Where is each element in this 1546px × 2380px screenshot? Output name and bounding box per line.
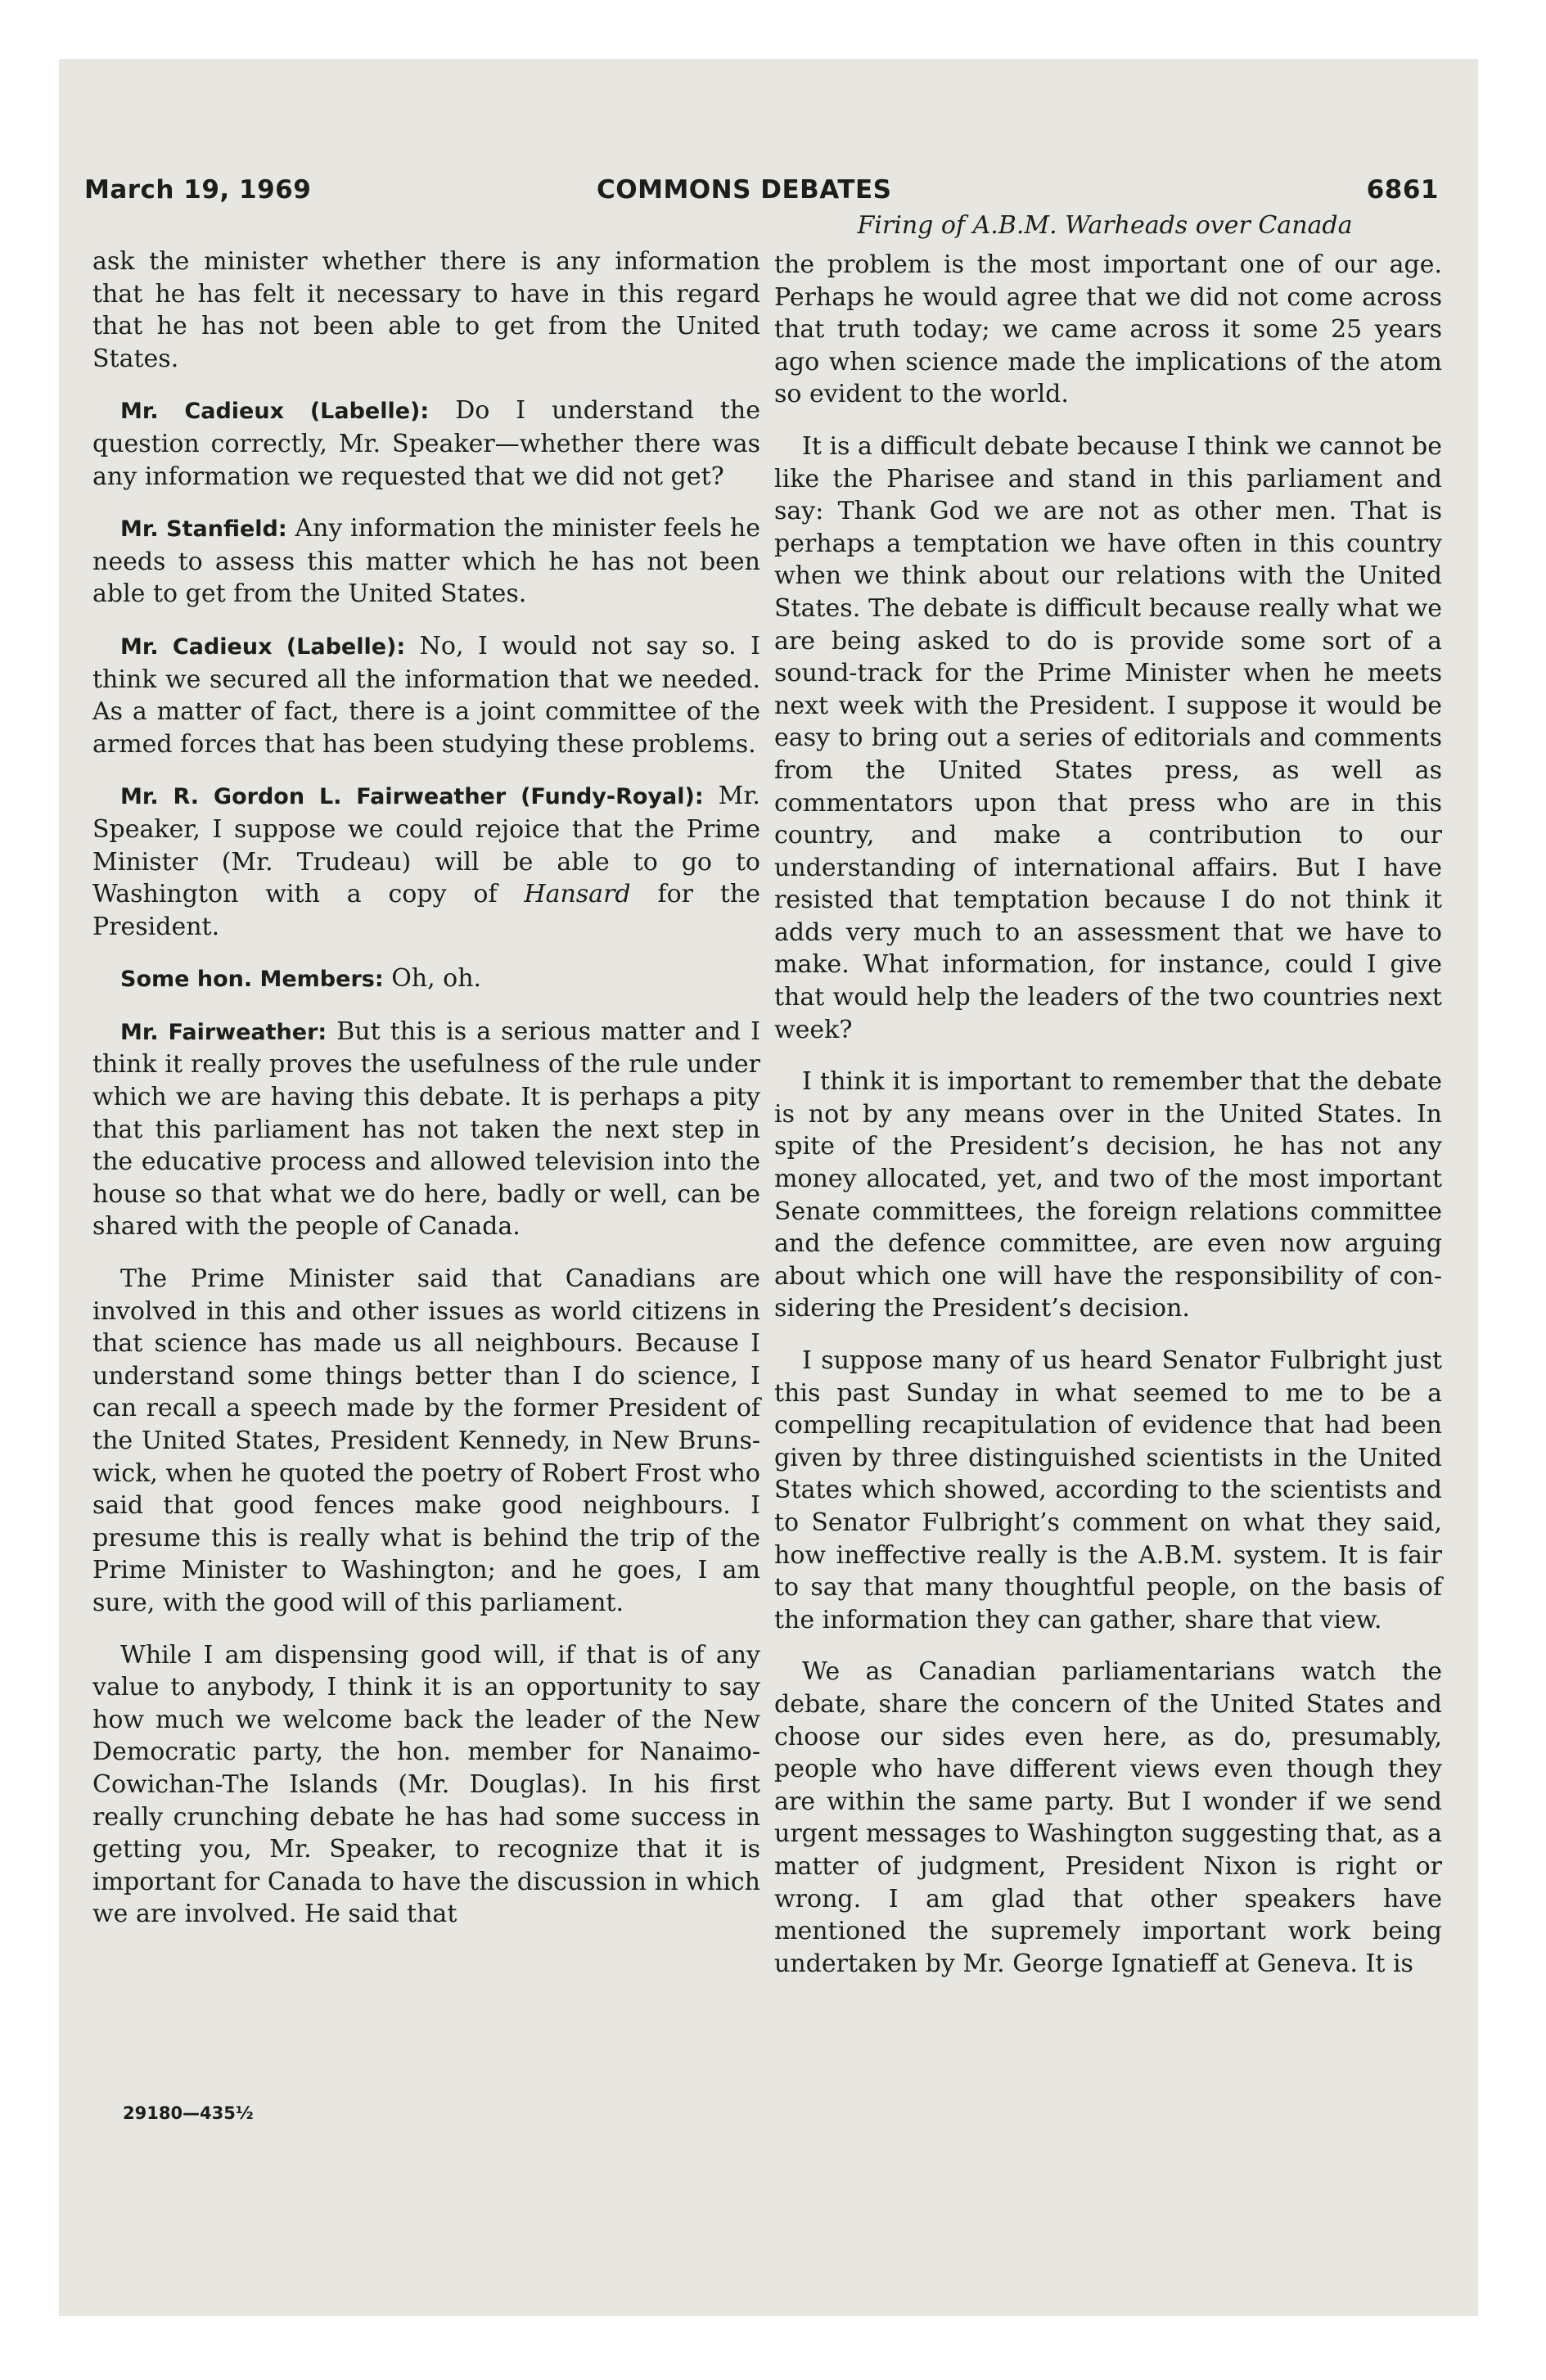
speaker-name: Mr. Cadieux (Labelle): <box>120 399 430 425</box>
paragraph <box>92 394 760 493</box>
paragraph <box>92 962 760 996</box>
running-subheading: Firing of A.B.M. Warheads over Canada <box>857 211 1353 240</box>
speaker-name: Mr. Fairweather: <box>120 1019 327 1045</box>
speaker-name: Mr. Stanfield: <box>120 516 287 543</box>
paragraph <box>92 780 760 943</box>
speech-text: Mr. Speaker, I suppose we could rejoice that the Prime Minister (Mr. Trudeau) will be able to go to Washington with a copy of <box>92 782 760 909</box>
header-page-number: 6861 <box>1366 175 1439 205</box>
italic-text: Hansard <box>524 880 631 909</box>
right-column <box>774 249 1442 1999</box>
speaker-name: Mr. Cadieux (Labelle): <box>120 633 406 660</box>
speech-text: for the President. <box>92 880 760 941</box>
paragraph: the problem is the most important one of our age. Perhaps he would agree that we did not come across that truth today; we came across it some 25 years ago when science made the implications of the atom so evident to the world. <box>774 250 1442 409</box>
paragraph: While I am dispensing good will, if that is of any value to anybody, I think it is an opportunity to say how much we welcome back the leader of the New Democratic party, the hon. member for Nanaimo-Cowichan-The Islands (Mr. Douglas). In his first really crunching debate he has had some success in getting you, Mr. Speaker, to recognize that it is important for Canada to have the discussion in which we are involved. He said that <box>92 1640 760 1929</box>
paragraph: It is a difficult debate because I think we cannot be like the Pharisee and stand in this parliament and say: Thank God we are not as other men. That is perhaps a temptation we have often in this country when we think about our relations with the United States. The debate is difficult because really what we are being asked to do is provide some sort of a sound-track for the Prime Minister when he meets next week with the President. I suppose it would be easy to bring out a series of editorials and comments from the United States press, as well as commentators upon that press who are in this country, and make a contribution to our understanding of international affairs. But I have resisted that temptation because I do not think it adds very much to an assessment that we have to make. What information, for instance, could I give that would help the leaders of the two countries next week? <box>774 431 1442 1044</box>
paragraph: I think it is important to remember that the debate is not by any means over in the United States. In spite of the President’s decision, he has not any money allocated, yet, and two of the most important Senate committees, the foreign relations committee and the defence committee, are even now arguing about which one will have the responsibility of considering the President’s decision. <box>774 1067 1442 1323</box>
page-header <box>84 175 1439 216</box>
paragraph: I suppose many of us heard Senator Fulbright just this past Sunday in what seemed to me to be a compelling recapitulation of evidence that had been given by three distinguished scientists in the United States which showed, according to the scientists and to Senator Fulbright’s comment on what they said, how ineffective really is the A.B.M. system. It is fair to say that many thoughtful people, on the basis of the information they can gather, share that view. <box>774 1346 1442 1634</box>
paragraph: ask the minister whether there is any information that he has felt it necessary to have in this regard that he has not been able to get from the United States. <box>92 247 760 373</box>
paragraph <box>92 1016 760 1243</box>
printer-footnote: 29180—435½ <box>123 2103 254 2123</box>
paragraph <box>92 512 760 611</box>
header-journal-title: COMMONS DEBATES <box>597 175 892 205</box>
paragraph: We as Canadian parliamentarians watch the debate, share the concern of the United States and choose our sides even here, as do, presumably, people who have different views even though they are within the same party. But I wonder if we send urgent messages to Washington suggesting that, as a matter of judgment, President Nixon is right or wrong. I am glad that other speakers have mentioned the supremely important work being undertaken by Mr. George Ignatieff at Geneva. It is <box>774 1657 1442 1978</box>
header-date: March 19, 1969 <box>84 175 312 205</box>
left-column <box>92 246 760 1950</box>
speaker-name: Mr. R. Gordon L. Fairweather (Fundy-Royal): <box>120 784 704 810</box>
speech-text: Any information the minister feels he needs to assess this matter which he has not been able to get from the United States. <box>92 514 760 609</box>
speech-text: No, I would not say so. I think we secured all the information that we needed. As a matter of fact, there is a joint committee of the armed forces that has been studying these problems. <box>92 631 760 759</box>
speaker-name: Some hon. Members: <box>120 967 384 993</box>
speech-text: But this is a serious matter and I think it really proves the usefulness of the rule under which we are having this debate. It is perhaps a pity that this parliament has not taken the next step in the educative process and allowed television into the house so that what we do here, badly or well, can be shared with the people of Canada. <box>92 1016 760 1242</box>
paragraph: The Prime Minister said that Canadians are involved in this and other issues as world citizens in that science has made us all neighbours. Because I understand some things better than I do science, I can recall a speech made by the former President of the United States, President Kennedy, in New Brunswick, when he quoted the poetry of Robert Frost who said that good fences make good neighbours. I presume this is really what is behind the trip of the Prime Minister to Washington; and he goes, I am sure, with the good will of this parliament. <box>92 1264 760 1617</box>
speech-text: Do I understand the question correctly, Mr. Speaker—whether there was any information we requested that we did not get? <box>92 396 760 491</box>
speech-text: Oh, oh. <box>391 964 482 994</box>
paragraph <box>92 630 760 760</box>
